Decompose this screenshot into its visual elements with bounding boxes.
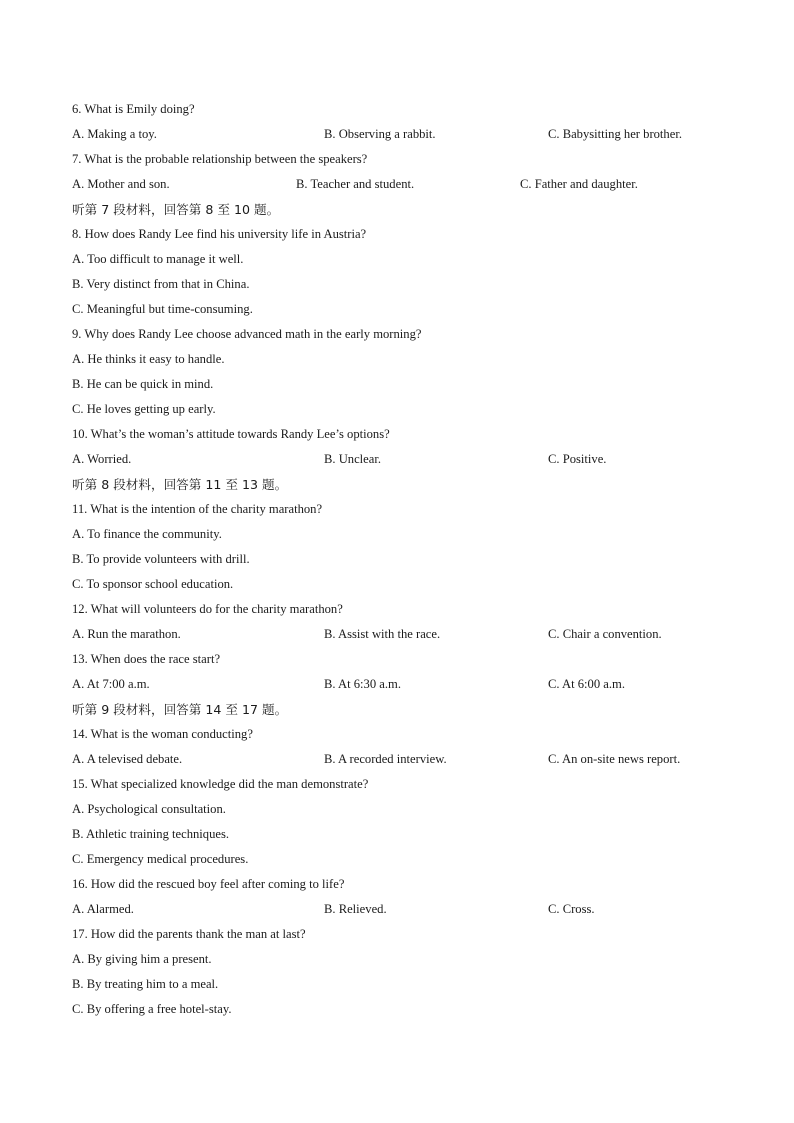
question-7: 7. What is the probable relationship between the speakers? xyxy=(72,152,368,166)
document-page xyxy=(72,97,732,1022)
option-9b: B. He can be quick in mind. xyxy=(72,377,214,391)
option-13c: C. At 6:00 a.m. xyxy=(548,677,625,691)
option-16a: A. Alarmed. xyxy=(72,902,134,916)
question-16: 16. How did the rescued boy feel after coming to life? xyxy=(72,877,345,891)
option-9c: C. He loves getting up early. xyxy=(72,402,216,416)
question-8: 8. How does Randy Lee find his university life in Austria? xyxy=(72,227,367,241)
option-13b: B. At 6:30 a.m. xyxy=(324,677,401,691)
option-16b: B. Relieved. xyxy=(324,902,387,916)
option-8c: C. Meaningful but time-consuming. xyxy=(72,302,253,316)
option-10c: C. Positive. xyxy=(548,452,607,466)
question-11: 11. What is the intention of the charity marathon? xyxy=(72,502,323,516)
option-12b: B. Assist with the race. xyxy=(324,627,441,641)
option-14a: A. A televised debate. xyxy=(72,752,183,766)
option-8b: B. Very distinct from that in China. xyxy=(72,277,250,291)
option-9a: A. He thinks it easy to handle. xyxy=(72,352,225,366)
options-7 xyxy=(72,172,732,197)
option-12a: A. Run the marathon. xyxy=(72,627,181,641)
option-15c: C. Emergency medical procedures. xyxy=(72,852,249,866)
option-7a: A. Mother and son. xyxy=(72,177,170,191)
option-17b: B. By treating him to a meal. xyxy=(72,977,219,991)
question-12: 12. What will volunteers do for the charity marathon? xyxy=(72,602,343,616)
section-heading-8: 听第 8 段材料，回答第 11 至 13 题。 xyxy=(72,477,288,492)
options-10 xyxy=(72,447,732,472)
options-12 xyxy=(72,622,732,647)
option-13a: A. At 7:00 a.m. xyxy=(72,677,150,691)
section-heading-7: 听第 7 段材料，回答第 8 至 10 题。 xyxy=(72,202,280,217)
option-17a: A. By giving him a present. xyxy=(72,952,212,966)
option-14c: C. An on-site news report. xyxy=(548,752,681,766)
option-15a: A. Psychological consultation. xyxy=(72,802,226,816)
option-6c: C. Babysitting her brother. xyxy=(548,127,682,141)
option-15b: B. Athletic training techniques. xyxy=(72,827,230,841)
options-13 xyxy=(72,672,732,697)
option-6b: B. Observing a rabbit. xyxy=(324,127,436,141)
option-16c: C. Cross. xyxy=(548,902,595,916)
question-10: 10. What’s the woman’s attitude towards Randy Lee’s options? xyxy=(72,427,390,441)
question-14: 14. What is the woman conducting? xyxy=(72,727,253,741)
option-10b: B. Unclear. xyxy=(324,452,382,466)
options-16 xyxy=(72,897,732,922)
section-heading-9: 听第 9 段材料，回答第 14 至 17 题。 xyxy=(72,702,288,717)
option-12c: C. Chair a convention. xyxy=(548,627,662,641)
question-17: 17. How did the parents thank the man at last? xyxy=(72,927,306,941)
option-11b: B. To provide volunteers with drill. xyxy=(72,552,250,566)
option-6a: A. Making a toy. xyxy=(72,127,157,141)
question-13: 13. When does the race start? xyxy=(72,652,221,666)
question-6: 6. What is Emily doing? xyxy=(72,102,195,116)
option-11a: A. To finance the community. xyxy=(72,527,222,541)
options-14 xyxy=(72,747,732,772)
option-17c: C. By offering a free hotel-stay. xyxy=(72,1002,232,1016)
option-8a: A. Too difficult to manage it well. xyxy=(72,252,244,266)
option-10a: A. Worried. xyxy=(72,452,132,466)
question-9: 9. Why does Randy Lee choose advanced math in the early morning? xyxy=(72,327,422,341)
option-11c: C. To sponsor school education. xyxy=(72,577,234,591)
option-14b: B. A recorded interview. xyxy=(324,752,447,766)
option-7c: C. Father and daughter. xyxy=(520,177,638,191)
option-7b: B. Teacher and student. xyxy=(296,177,415,191)
options-6 xyxy=(72,122,732,147)
question-15: 15. What specialized knowledge did the man demonstrate? xyxy=(72,777,369,791)
